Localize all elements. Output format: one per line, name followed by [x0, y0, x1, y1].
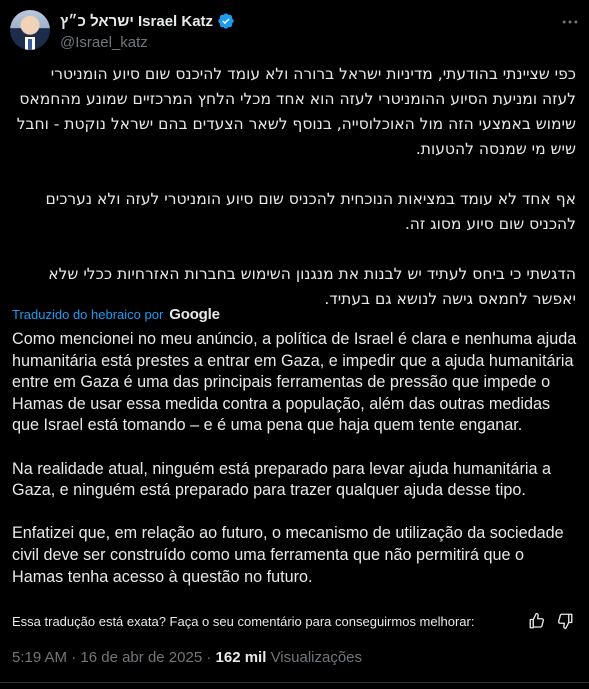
original-paragraph-2: אף אחד לא עומד במציאות הנוכחית להכניס שום סיוע הומניטרי לעזה ולא נערכים להכניס שום סיוע מסוג זה.	[45, 190, 576, 233]
ellipsis-icon	[560, 12, 580, 32]
thumbs-up-icon[interactable]	[528, 612, 546, 630]
views-label: Visualizações	[270, 649, 363, 666]
divider	[0, 682, 589, 683]
more-options-icon[interactable]	[560, 12, 580, 32]
tweet-date[interactable]: 16 de abr de 2025	[80, 649, 203, 666]
author-handle[interactable]: @Israel_katz	[60, 34, 148, 51]
tweet-original-text	[12, 62, 576, 312]
google-logo: Google	[169, 306, 220, 323]
views-count: 162 mil	[215, 649, 267, 666]
translation-label[interactable]: Traduzido do hebraico por	[12, 307, 164, 322]
translated-paragraph-1: Como mencionei no meu anúncio, a política de Israel é clara e nenhuma ajuda humanitária está prestes a entrar em Gaza, e impedir que a ajuda humanitária entre em Gaza é uma das principais ferramentas de pressão que impede o Hamas de usar essa medida contra a população, além das outras medidas que Israel está tomando – e é uma pena que haja quem tente enganar.	[12, 330, 577, 435]
author-name-row[interactable]	[60, 10, 235, 32]
author-display-name[interactable]: ישראל כ״ץ Israel Katz	[60, 12, 214, 30]
avatar-tie	[28, 39, 32, 50]
translated-paragraph-2: Na realidade atual, ninguém está preparado para levar ajuda humanitária a Gaza, e ninguém está preparado para trazer qualquer ajuda desse tipo.	[12, 459, 552, 500]
translation-feedback	[12, 612, 574, 630]
feedback-question: Essa tradução está exata? Faça o seu comentário para conseguirmos melhorar:	[12, 613, 475, 629]
tweet-header	[10, 6, 580, 51]
meta-separator: ·	[71, 649, 81, 666]
thumbs-down-icon[interactable]	[556, 612, 574, 630]
author-avatar[interactable]	[10, 10, 50, 50]
tweet-metadata	[12, 649, 362, 666]
translated-paragraph-3: Enfatizei que, em relação ao futuro, o mecanismo de utilização da sociedade civil deve ser construído como uma ferramenta que não permitirá que o Hamas tenha acesso à questão no futuro.	[12, 524, 564, 586]
original-paragraph-1: כפי שציינתי בהודעתי, מדיניות ישראל ברורה ולא עומד להיכנס שום סיוע הומניטרי לעזה ומניעת הסיוע ההומניטרי לעזה הוא אחד מכלי הלחץ המרכזיים שמונע מהחמאס שימוש באמצעי הזה מול האוכלוסייה, בנוסף לשאר הצעדים בהם ישראל נוקטת - וחבל שיש מי שמנסה להטעות.	[16, 65, 576, 158]
original-paragraph-3: הדגשתי כי ביחס לעתיד יש לבנות את מנגנון השימוש בחברות האזרחיות ככלי שלא יאפשר לחמאס גישה לנושא גם בעתיד.	[48, 265, 576, 308]
translation-attribution[interactable]	[12, 306, 220, 323]
tweet-time[interactable]: 5:19 AM	[12, 649, 68, 666]
meta-separator: ·	[206, 649, 216, 666]
verified-badge-icon	[217, 12, 235, 30]
tweet-translated-text	[12, 329, 578, 588]
